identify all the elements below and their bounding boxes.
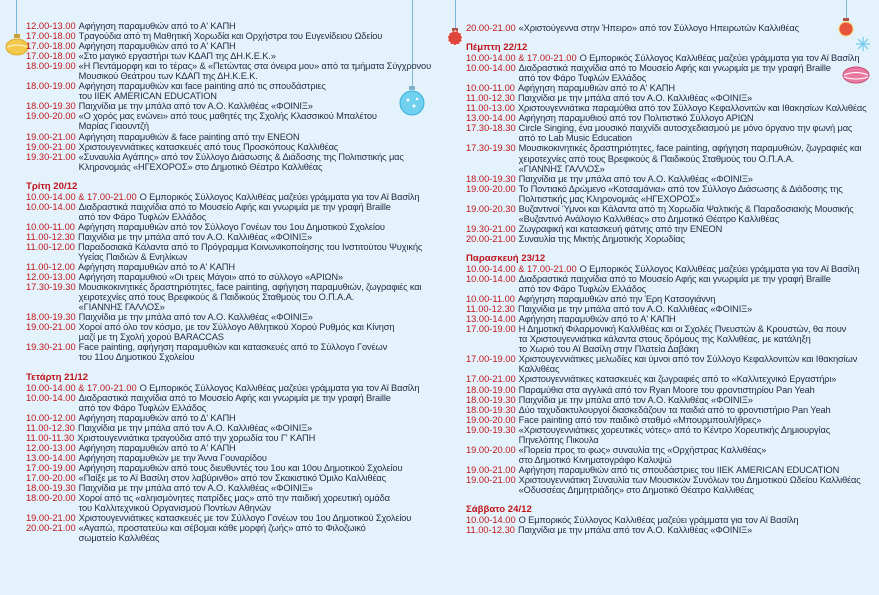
- event-time: 18.00-19.30: [26, 101, 76, 112]
- event-time: 11.00-12.30: [466, 304, 515, 315]
- event-description: Διαδραστικά παιχνίδια από το Μουσείο Αφής και γνωριμία με την γραφή Braille από τον Φάρο Τυφλών Ελλάδος: [518, 273, 831, 295]
- event-time: 19.00-20.00: [466, 414, 516, 425]
- ornament-string: [846, 0, 847, 20]
- schedule-entry: [26, 282, 436, 312]
- schedule-entry: [466, 465, 878, 475]
- event-time: 13.00-14.00: [466, 314, 516, 325]
- event-time: 18.00-19.00: [466, 384, 516, 395]
- event-description: Χριστουγεννιάτικη Συναυλία των Μουσικών Συνόλων του Δημοτικού Ωδείου Καλλιθέας «Οδυσσέας Δημητριάδης» στο Δημοτικό Θέατρο Καλλιθέας: [518, 474, 861, 495]
- event-description: Τραγούδια από τη Μαθητική Χορωδία και Ορχήστρα του Ευγενίδειου Ωδείου: [78, 31, 383, 42]
- schedule-entry: [26, 383, 436, 393]
- event-description: Παιχνίδια με την μπάλα από τον Α.Ο. Καλλιθέας «ΦΟΙΝΙΞ»: [78, 101, 313, 112]
- schedule-entry: [26, 41, 436, 51]
- event-time: 19.30-21.00: [26, 342, 76, 353]
- event-time: 19.00-19.30: [466, 424, 516, 435]
- schedule-entry: [466, 103, 878, 113]
- schedule-entry: [466, 395, 878, 405]
- schedule-entry: [466, 525, 878, 535]
- event-description: Αφήγηση παραμυθιών από το Α' ΚΑΠΗ: [78, 21, 236, 31]
- event-time: 10.00-14.00 & 17.00-21.00: [26, 191, 137, 202]
- event-description: Αφήγηση παραμυθιών από το Α' ΚΑΠΗ: [518, 314, 676, 325]
- event-description: «Η Πεντάμορφη και το τέρας» & «Πετώντας στα όνειρα μου» από τα τμήματα Σύγχρονου Μουσικού Θεάτρου των ΚΔΑΠ της ΔΗ.Κ.Ε.Κ.: [78, 61, 432, 82]
- schedule-entry: [466, 405, 878, 415]
- schedule-entry: [466, 445, 878, 465]
- schedule-entry: [466, 23, 878, 33]
- schedule-entry: [26, 523, 436, 543]
- event-time: 17.00-21.00: [466, 374, 516, 385]
- schedule-entry: [26, 81, 436, 101]
- schedule-entry: [466, 374, 878, 384]
- schedule-entry: [466, 385, 878, 395]
- event-description: Μουσικοκινητικές δραστηριότητες, face painting, αφήγηση παραμυθιών, ζωγραφιές και χειροτεχνίες από τους Βρεφικούς & Παιδικούς Σταθμούς του Ο.Π.Α.Α. «ΓΙΑΝΝΗΣ ΓΑΛΛΟΣ»: [518, 143, 862, 174]
- event-description: Παιχνίδια με την μπάλα από τον Α.Ο. Καλλιθέας «ΦΟΙΝΙΞ»: [78, 312, 313, 323]
- day-heading: Πέμπτη 22/12: [466, 42, 528, 54]
- day-heading: Τετάρτη 21/12: [26, 371, 89, 383]
- event-time: 19.00-21.00: [466, 464, 516, 475]
- event-time: 18.00-19.30: [466, 173, 516, 184]
- schedule-entry: [26, 393, 436, 413]
- event-time: 10.00-14.00 & 17.00-21.00: [466, 53, 577, 64]
- event-time: 19.00-21.00: [26, 131, 76, 142]
- event-time: 10.00-12.00: [26, 412, 76, 423]
- schedule-entry: [466, 93, 878, 103]
- schedule-entry: [466, 324, 878, 354]
- event-description: Χριστουγεννιάτικα παραμύθια από τον Σύλλογο Κεφαλλονιτών και Ιθακησίων Καλλιθέας: [517, 103, 867, 114]
- event-description: Μουσικοκινητικές δραστηριότητες, face painting, αφήγηση παραμυθιών, ζωγραφιές και χειροτεχνίες από τους Βρεφικούς & Παιδικούς Σταθμούς του Ο.Π.Α.Α. «ΓΙΑΝΝΗΣ ΓΑΛΛΟΣ»: [78, 282, 422, 313]
- schedule-entry: [26, 31, 436, 41]
- event-description: Χριστουγεννιάτικες κατασκευές από τους Προσκόπους Καλλιθέας: [78, 141, 339, 152]
- schedule-entry: [466, 184, 878, 204]
- event-time: 17.30-19.30: [26, 282, 76, 293]
- schedule-entry: [466, 274, 878, 294]
- event-time: 11.00-12.00: [26, 262, 75, 273]
- ornament-string: [16, 0, 17, 36]
- schedule-entry: [26, 513, 436, 523]
- event-description: Το Ποντιακό Δρώμενο «Κοτσαμάνια» από τον Σύλλογο Διάσωσης & Διάδοσης της Πολιτιστικής μας Κληρονομιάς «ΗΓΕΧΟΡΟΣ»: [518, 183, 843, 204]
- event-description: Ο Εμπορικός Σύλλογος Καλλιθέας μαζεύει γράμματα για τον Αϊ Βασίλη: [518, 515, 799, 526]
- schedule-entry: [26, 242, 436, 262]
- event-time: 10.00-14.00 & 17.00-21.00: [466, 263, 577, 274]
- event-description: «Πορεία προς το φως» συναυλία της «Ορχήστρας Καλλιθέας» στο Δημοτικό Κινηματογράφο Καλυψώ: [518, 444, 767, 465]
- event-time: 12.00-13.00: [26, 442, 76, 453]
- schedule-entry: [466, 143, 878, 173]
- event-description: Face painting, αφήγηση παραμυθιών και κατασκευές από το Σύλλογο Γονέων του 11ου Δημοτικού Σχολείου: [78, 342, 388, 363]
- event-description: Παιχνίδια με την μπάλα από τον Α.Ο. Καλλιθέας «ΦΟΙΝΙΞ»: [518, 173, 753, 184]
- event-time: 17.00-19.00: [466, 354, 516, 365]
- event-time: 13.00-14.00: [26, 452, 76, 463]
- schedule-entry: [466, 204, 878, 224]
- schedule-entry: [26, 192, 436, 202]
- event-time: 19.00-21.00: [26, 141, 76, 152]
- event-time: 11.00-12.30: [26, 422, 75, 433]
- event-description: Αφήγηση παραμυθιών από το Δ' ΚΑΠΗ: [78, 412, 236, 423]
- event-time: 17.00-19.00: [466, 324, 516, 335]
- event-description: Παιχνίδια με την μπάλα από τον Α.Ο. Καλλιθέας «ΦΟΙΝΙΞ»: [517, 93, 753, 104]
- schedule-entry: [26, 222, 436, 232]
- event-time: 18.00-19.30: [26, 482, 76, 493]
- schedule-entry: [466, 123, 878, 143]
- event-description: Αφήγηση παραμυθιών από το Α' ΚΑΠΗ: [78, 442, 236, 453]
- event-description: Συναυλία της Μικτής Δημοτικής Χορωδίας: [518, 233, 685, 244]
- schedule-entry: [26, 312, 436, 322]
- event-description: Αφήγηση παραμυθιών από τις σπουδάστριες του ΙΙΕΚ AMERICAN EDUCATION: [518, 464, 840, 475]
- event-time: 20.00-21.00: [466, 233, 516, 244]
- event-time: 18.00-19.00: [26, 61, 76, 72]
- schedule-entry: [26, 453, 436, 463]
- schedule-entry: [466, 224, 878, 234]
- event-description: Αφήγηση παραμυθιών και face painting από τις σπουδάστριες του ΙΙΕΚ AMERICAN EDUCATION: [78, 81, 326, 102]
- day-heading: Τρίτη 20/12: [26, 180, 78, 192]
- event-description: Χριστουγεννιάτικα τραγούδια από την χορωδία του Γ' ΚΑΠΗ: [77, 432, 316, 443]
- schedule-entry: [26, 51, 436, 61]
- schedule-entry: [466, 425, 878, 445]
- event-time: 18.00-19.00: [26, 81, 76, 92]
- event-description: Ο Εμπορικός Σύλλογος Καλλιθέας μαζεύει γράμματα για τον Αϊ Βασίλη: [579, 263, 860, 274]
- event-description: «Χριστουγεννιάτικες χορευτικές νότες» από το Κέντρο Χορευτικής Δημιουργίας Πηνελόπης Πικουλα: [518, 424, 831, 445]
- schedule-entry: [26, 322, 436, 342]
- event-time: 10.00-11.00: [26, 221, 75, 232]
- event-description: Διαδραστικά παιχνίδια από το Μουσείο Αφής και γνωριμία με την γραφή Braille από τον Φάρο Τυφλών Ελλάδος: [78, 392, 391, 413]
- schedule-entry: [26, 473, 436, 483]
- event-time: 19.00-20.00: [26, 111, 76, 122]
- event-description: Αφήγηση παραμυθιών από τον Σύλλογο Γονέων του 1ου Δημοτικού Σχολείου: [77, 221, 385, 232]
- event-time: 18.00-19.30: [466, 404, 516, 415]
- event-description: Αφήγηση παραμυθιών από το Α' ΚΑΠΗ: [77, 262, 235, 273]
- schedule-entry: [26, 443, 436, 453]
- event-description: Αφήγηση παραμυθιών από το Α' ΚΑΠΗ: [517, 83, 675, 94]
- schedule-entry: [26, 101, 436, 111]
- event-time: 19.00-20.00: [466, 183, 516, 194]
- schedule-entry: [26, 272, 436, 282]
- event-description: «Αγαπώ, προστατεύω και σέβομαι κάθε μορφή ζωής» από το Φιλοζωικό σωματείο Καλλιθέας: [78, 523, 366, 544]
- event-time: 19.00-21.00: [26, 513, 76, 524]
- event-description: Παιχνίδια με την μπάλα από τον Α.Ο. Καλλιθέας «ΦΟΙΝΙΞ»: [518, 394, 753, 405]
- schedule-entry: [26, 142, 436, 152]
- event-description: Αφήγηση παραμυθιών με την Άννα Γουναρίδου: [78, 452, 267, 463]
- schedule-entry: [466, 53, 878, 63]
- event-description: «Χριστούγεννα στην Ήπειρο» από τον Σύλλογο Ηπειρωτών Καλλιθέας: [518, 23, 799, 33]
- event-description: «Ο χορός μας ενώνει» από τους μαθητές της Σχολής Κλασσικού Μπαλέτου Μαρίας Γιαουντζή: [78, 111, 377, 132]
- schedule-entry: [26, 202, 436, 222]
- event-time: 11.00-12.30: [26, 231, 75, 242]
- event-description: Χοροί από όλο τον κόσμο, με τον Σύλλογο Αθλητικού Χορού Ρυθμός και Κίνηση μαζί με τη Σχολή χορού BARACCAS: [78, 322, 395, 343]
- event-description: Διαδραστικά παιχνίδια από το Μουσείο Αφής και γνωριμία με την γραφή Braille από τον Φάρο Τυφλών Ελλάδος: [78, 201, 391, 222]
- event-time: 17.00-19.00: [26, 462, 76, 473]
- schedule-entry: [466, 475, 878, 495]
- event-time: 10.00-14.00 & 17.00-21.00: [26, 382, 137, 393]
- event-description: Αφήγηση παραμυθιών από το Α' ΚΑΠΗ: [78, 41, 236, 52]
- event-description: Ο Εμπορικός Σύλλογος Καλλιθέας μαζεύει γράμματα για τον Αϊ Βασίλη: [139, 191, 420, 202]
- event-time: 19.00-20.30: [466, 203, 516, 214]
- schedule-list: [466, 23, 878, 535]
- event-description: Χριστουγεννιάτικες κατασκευές με τον Σύλλογο Γονέων του 1ου Δημοτικού Σχολείου: [78, 513, 412, 524]
- event-time: 19.00-21.00: [26, 322, 76, 333]
- event-description: Παραμύθια στα αγγλικά από τον Ryan Moore του φροντιστηρίου Pan Yeah: [518, 384, 815, 395]
- schedule-entry: [26, 413, 436, 423]
- event-time: 10.00-14.00: [466, 515, 516, 526]
- schedule-entry: [26, 111, 436, 131]
- event-time: 12.00-13.00: [26, 21, 76, 31]
- event-description: «Παίξε με το Αϊ Βασίλη στον λαβύρινθο» από τον Σκακιστικό Όμιλο Καλλιθέας: [78, 472, 386, 483]
- event-time: 18.00-19.30: [466, 394, 516, 405]
- schedule-entry: [466, 234, 878, 244]
- event-time: 19.30-21.00: [26, 151, 76, 162]
- event-description: Διαδραστικά παιχνίδια από το Μουσείο Αφής και γνωριμία με την γραφή Braille από τον Φάρο Τυφλών Ελλάδος: [518, 63, 831, 84]
- schedule-entry: [466, 354, 878, 374]
- schedule-entry: [26, 21, 436, 31]
- event-time: 13.00-14.00: [466, 113, 516, 124]
- event-description: Ο Εμπορικός Σύλλογος Καλλιθέας μαζεύει γράμματα για τον Αϊ Βασίλη: [579, 53, 860, 64]
- schedule-entry: [26, 463, 436, 473]
- event-description: Αφήγηση παραμυθιού «Οι τρεις Μάγοι» από το σύλλογο «ΑΡΙΩΝ»: [78, 272, 343, 283]
- schedule-entry: [466, 415, 878, 425]
- event-description: «Στο μαγικό εργαστήρι των ΚΔΑΠ της ΔΗ.Κ.Ε.Κ.»: [78, 51, 276, 62]
- event-description: Ζωγραφική και κατασκευή φάτνης από την ΕΝΕΟΝ: [518, 223, 723, 234]
- schedule-entry: [26, 433, 436, 443]
- schedule-entry: [466, 83, 878, 93]
- event-description: Παιχνίδια με την μπάλα από τον Α.Ο. Καλλιθέας «ΦΟΙΝΙΞ»: [77, 231, 313, 242]
- red-bauble-icon: [445, 28, 465, 46]
- event-time: 17.00-18.00: [26, 51, 76, 62]
- event-description: Αφήγηση παραμυθιών από την Έρη Κατσογιάννη: [517, 294, 716, 305]
- event-description: Παραδοσιακά Κάλαντα από το Πρόγραμμα Κοινωνικοποίησης του Ινστιτούτου Ψυχικής Υγείας Παιδιών & Ενηλίκων: [77, 241, 423, 262]
- event-description: Δύο ταχυδακτυλουργοί διασκεδάζουν τα παιδιά από το φροντιστήριο Pan Yeah: [518, 404, 831, 415]
- event-time: 12.00-13.00: [26, 272, 76, 283]
- schedule-entry: [466, 63, 878, 83]
- schedule-entry: [466, 304, 878, 314]
- schedule-list: [26, 21, 436, 543]
- event-time: 10.00-14.00: [466, 63, 516, 74]
- schedule-entry: [466, 294, 878, 304]
- schedule-entry: [26, 493, 436, 513]
- event-time: 17.00-18.00: [26, 41, 76, 52]
- event-description: Βυζαντινοί Ύμνοι και Κάλαντα από τη Χορωδία Ψαλτικής & Παραδοσιακής Μουσικής «Βυζαντινό Ανάλογιο Καλλιθέας» στο Δημοτικό Θέατρο Καλλιθέας: [518, 203, 854, 224]
- event-time: 11.00-12.30: [466, 93, 515, 104]
- schedule-entry: [26, 61, 436, 81]
- event-time: 18.00-19.30: [26, 312, 76, 323]
- event-time: 10.00-14.00: [26, 392, 76, 403]
- event-time: 17.30-18.30: [466, 123, 516, 134]
- schedule-entry: [26, 232, 436, 242]
- event-description: Circle Singing, ένα μουσικό παιχνίδι αυτοσχεδιασμού με μόνο όργανο την φωνή μας από το Lab Music Education: [518, 123, 853, 144]
- event-time: 17.30-19.30: [466, 143, 516, 154]
- event-time: 19.30-21.00: [466, 223, 516, 234]
- schedule-entry: [26, 483, 436, 493]
- schedule-entry: [26, 262, 436, 272]
- day-heading: Παρασκευή 23/12: [466, 252, 546, 264]
- ornament-string: [455, 0, 456, 30]
- event-description: Αφήγηση παραμυθιού από τον Πολιτιστικό Σύλλογο ΑΡΙΩΝ: [518, 113, 754, 124]
- schedule-entry: [26, 342, 436, 362]
- event-time: 10.00-11.00: [466, 294, 515, 305]
- event-description: Χριστουγεννιάτικες κατασκευές και ζωγραφιές από το «Καλλιτεχνικό Εργαστήρι»: [518, 374, 837, 385]
- event-description: Η Δημοτική Φιλαρμονική Καλλιθέας και οι Σχολές Πνευστών & Κρουστών, θα πουν τα Χριστουγεννιάτικα κάλαντα στους δρόμους της Καλλιθέας, με κατάληξη το Χωριό του Αϊ Βασίλη στην Πλατεία Δαβάκη: [518, 324, 847, 355]
- event-time: 19.00-21.00: [466, 474, 516, 485]
- event-time: 10.00-11.00: [466, 83, 515, 94]
- schedule-entry: [466, 314, 878, 324]
- schedule-entry: [466, 264, 878, 274]
- event-description: Χριστουγεννιάτικες μελωδίες και ύμνοι από τον Σύλλογο Κεφαλλονιτών και Ιθακησίων Καλλιθέας: [518, 354, 858, 375]
- schedule-entry: [466, 113, 878, 123]
- event-description: Παιχνίδια με την μπάλα από τον Α.Ο. Καλλιθέας «ΦΟΙΝΙΞ»: [517, 304, 753, 315]
- event-description: Παιχνίδια με την μπάλα από τον Α.Ο. Καλλιθέας «ΦΟΙΝΙΞ»: [78, 482, 313, 493]
- event-time: 17.00-20.00: [26, 472, 76, 483]
- event-time: 10.00-14.00: [466, 273, 516, 284]
- event-time: 20.00-21.00: [26, 523, 76, 534]
- event-description: Αφήγηση παραμυθιών από τους διευθυντές του 1ου και 10ου Δημοτικού Σχολείου: [78, 462, 403, 473]
- schedule-entry: [26, 132, 436, 142]
- schedule-entry: [466, 515, 878, 525]
- event-time: 18.00-20.00: [26, 493, 76, 504]
- event-time: 11.00-12.30: [466, 525, 515, 536]
- event-description: Face painting από τον παιδικό σταθμό «Μπουρμπουλήθρες»: [518, 414, 762, 425]
- event-time: 11.00-12.00: [26, 241, 75, 252]
- schedule-entry: [26, 423, 436, 433]
- event-time: 11.00-11.30: [26, 432, 75, 443]
- event-time: 17.00-18.00: [26, 31, 76, 42]
- schedule-entry: [26, 152, 436, 172]
- event-description: Αφήγηση παραμυθιών & face painting από την ΕΝΕΟΝ: [78, 131, 300, 142]
- event-description: Χοροί από τις «αληισμόνητες πατρίδες μας» από την παιδική χορευτική ομάδα του Καλλιτεχνικού Οργανισμού Ποντίων Αθηνών: [78, 493, 390, 514]
- event-time: 19.00-20.00: [466, 444, 516, 455]
- event-time: 10.00-14.00: [26, 201, 76, 212]
- day-heading: Σάββατο 24/12: [466, 504, 532, 516]
- event-description: Παιχνίδια με την μπάλα από τον Α.Ο. Καλλιθέας «ΦΟΙΝΙΞ»: [517, 525, 753, 536]
- event-time: 20.00-21.00: [466, 23, 516, 33]
- event-description: Ο Εμπορικός Σύλλογος Καλλιθέας μαζεύει γράμματα για τον Αϊ Βασίλη: [139, 382, 420, 393]
- event-description: «Συναυλία Αγάπης» από τον Σύλλογο Διάσωσης & Διάδοσης της Πολιτιστικής μας Κληρονομιάς «ΗΓΕΧΟΡΟΣ» στο Δημοτικό Θέατρο Καλλιθέας: [78, 151, 404, 172]
- schedule-entry: [466, 174, 878, 184]
- event-time: 11.00-13.00: [466, 103, 515, 114]
- event-description: Παιχνίδια με την μπάλα από τον Α.Ο. Καλλιθέας «ΦΟΙΝΙΞ»: [77, 422, 313, 433]
